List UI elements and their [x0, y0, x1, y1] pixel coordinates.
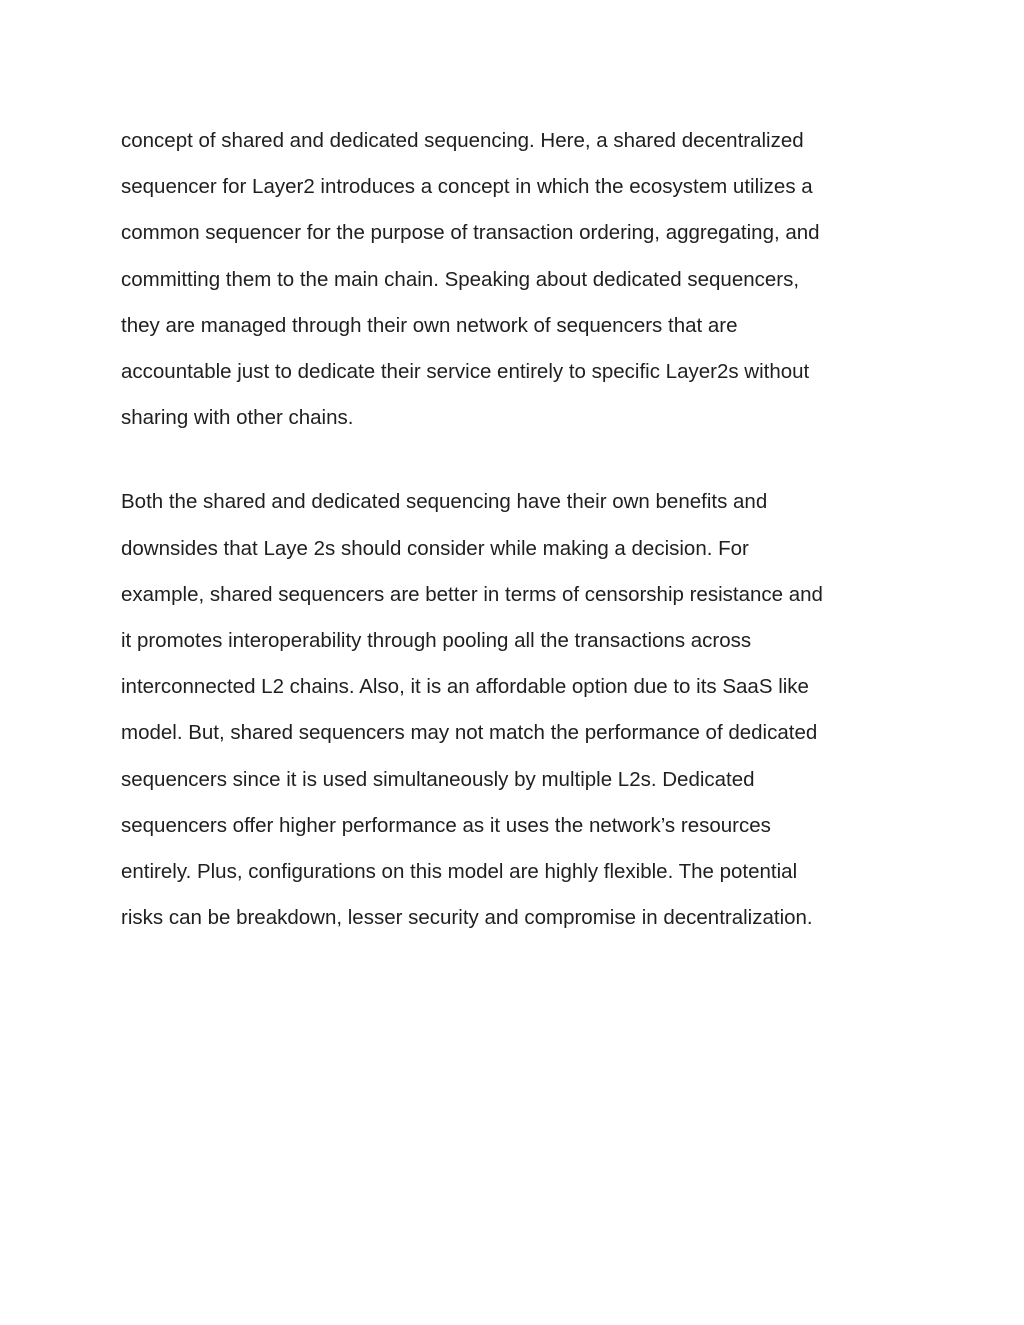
paragraph-line: sequencers offer higher performance as it uses the network’s resources — [121, 813, 771, 837]
paragraph-1 — [121, 118, 911, 441]
paragraph-line: interconnected L2 chains. Also, it is an affordable option due to its SaaS like — [121, 675, 809, 699]
paragraph-line: committing them to the main chain. Speaking about dedicated sequencers, — [121, 267, 800, 291]
paragraph-line: risks can be breakdown, lesser security and compromise in decentralization. — [121, 906, 813, 930]
paragraph-line: concept of shared and dedicated sequencing. Here, a shared decentralized — [121, 129, 804, 152]
paragraph-line: they are managed through their own network of sequencers that are — [121, 313, 738, 337]
paragraph-2 — [121, 479, 911, 941]
paragraph-line: accountable just to dedicate their service entirely to specific Layer2s without — [121, 360, 810, 384]
paragraph-line: example, shared sequencers are better in terms of censorship resistance and — [121, 582, 823, 606]
paragraph-line: sequencer for Layer2 introduces a concept in which the ecosystem utilizes a — [121, 175, 813, 199]
paragraph-line: sharing with other chains. — [121, 406, 354, 430]
paragraph-line: it promotes interoperability through pooling all the transactions across — [121, 629, 752, 653]
document-body — [121, 118, 911, 941]
paragraph-line: model. But, shared sequencers may not match the performance of dedicated — [121, 721, 818, 745]
paragraph-line: downsides that Laye 2s should consider while making a decision. For — [121, 536, 749, 560]
paragraph-line: entirely. Plus, configurations on this model are highly flexible. The potential — [121, 860, 798, 884]
paragraph-line: Both the shared and dedicated sequencing have their own benefits and — [121, 490, 768, 514]
paragraph-line: common sequencer for the purpose of transaction ordering, aggregating, and — [121, 221, 820, 245]
paragraph-line: sequencers since it is used simultaneously by multiple L2s. Dedicated — [121, 767, 755, 791]
